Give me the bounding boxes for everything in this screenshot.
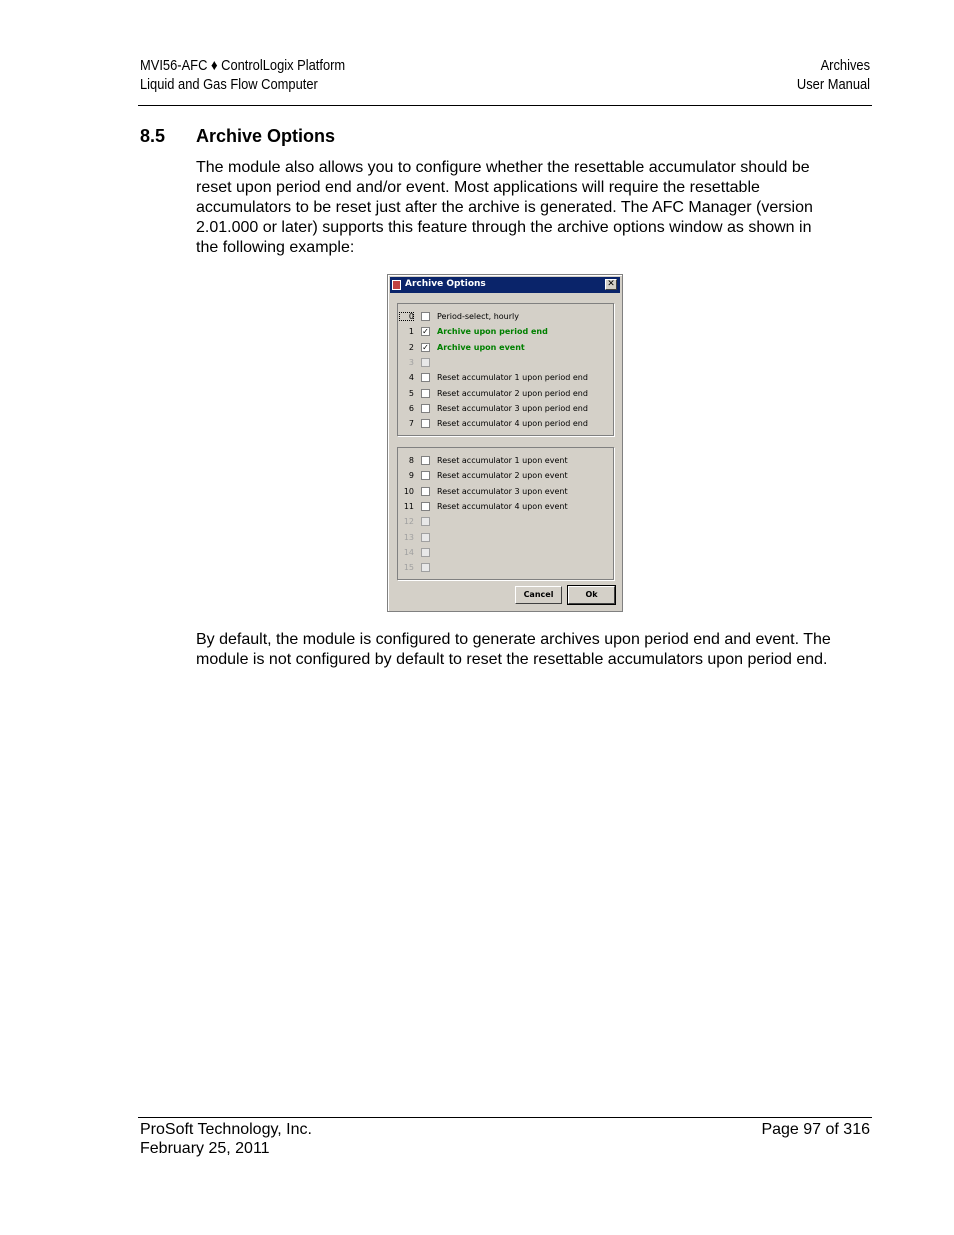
option-row-1[interactable]	[398, 325, 613, 339]
option-row-12	[398, 515, 613, 529]
option-bit-number: 4	[408, 373, 414, 383]
checkbox-checked[interactable]: ✓	[422, 327, 429, 337]
checkbox[interactable]	[421, 419, 430, 428]
option-bit-number: 14	[403, 547, 414, 557]
checkbox	[421, 517, 430, 526]
intro-paragraph: The module also allows you to configure whether the resettable accumulator should be reset upon period end and/or event. Most applications will require the resettable accumulators to be reset just after the archive is generated. The AFC Manager (version 2.01.000 or later) supports this feature through the archive options window as shown in the following example:	[196, 159, 813, 256]
option-bit-number: 11	[403, 501, 414, 511]
dialog-title: Archive Options	[405, 279, 486, 289]
footer-left	[140, 1120, 312, 1158]
footer-rule	[138, 1117, 872, 1118]
option-row-8[interactable]	[398, 454, 613, 468]
checkbox	[421, 358, 430, 367]
option-row-4[interactable]	[398, 371, 613, 385]
option-row-7[interactable]	[398, 417, 613, 431]
checkbox	[421, 533, 430, 542]
footer-company: ProSoft Technology, Inc.	[140, 1121, 312, 1138]
checkbox	[421, 548, 430, 557]
option-row-15	[398, 561, 613, 575]
option-row-0[interactable]	[398, 310, 613, 324]
option-bit-number: 7	[408, 419, 414, 429]
option-label: Reset accumulator 2 upon event	[437, 471, 568, 481]
option-row-2[interactable]	[398, 341, 613, 355]
option-row-14	[398, 546, 613, 560]
checkbox[interactable]	[421, 487, 430, 496]
option-bit-number: 12	[403, 517, 414, 527]
option-bit-number: 1	[408, 327, 414, 337]
archive-options-dialog	[387, 274, 623, 612]
header-left	[140, 56, 345, 94]
checkbox[interactable]	[421, 373, 430, 382]
outro-paragraph: By default, the module is configured to generate archives upon period end and event. The module is not configured by default to reset the resettable accumulators upon period end.	[196, 631, 831, 668]
checkbox-checked[interactable]: ✓	[422, 342, 429, 352]
option-row-10[interactable]	[398, 485, 613, 499]
section-number: 8.5	[140, 126, 166, 146]
option-row-5[interactable]	[398, 387, 613, 401]
option-label: Reset accumulator 1 upon period end	[437, 373, 588, 383]
header-doc-type: User Manual	[796, 76, 870, 93]
checkbox[interactable]	[421, 404, 430, 413]
header-subtitle: Liquid and Gas Flow Computer	[140, 76, 318, 93]
option-bit-number: 13	[403, 532, 414, 542]
option-bit-number: 15	[403, 563, 414, 573]
option-bit-number: 0	[399, 312, 414, 321]
option-label: Archive upon period end	[437, 327, 548, 337]
footer-page-number: Page 97 of 316	[761, 1121, 870, 1138]
checkbox[interactable]	[421, 502, 430, 511]
option-bit-number: 3	[408, 357, 414, 367]
option-bit-number: 10	[403, 486, 414, 496]
option-bit-number: 6	[408, 403, 414, 413]
checkbox	[421, 563, 430, 572]
option-row-6[interactable]	[398, 402, 613, 416]
checkbox[interactable]	[421, 456, 430, 465]
option-row-13	[398, 531, 613, 545]
checkbox[interactable]	[421, 389, 430, 398]
options-group-1	[397, 303, 614, 436]
checkbox[interactable]	[421, 471, 430, 480]
option-label: Archive upon event	[437, 342, 525, 352]
option-label: Reset accumulator 3 upon event	[437, 486, 568, 496]
option-label: Reset accumulator 1 upon event	[437, 456, 568, 465]
option-label: Period-select, hourly	[437, 312, 519, 321]
option-label: Reset accumulator 4 upon period end	[437, 419, 588, 429]
header-rule	[138, 105, 872, 106]
ok-button[interactable]: Ok	[568, 586, 615, 604]
option-label: Reset accumulator 3 upon period end	[437, 403, 588, 413]
option-bit-number: 2	[408, 342, 414, 352]
header-right	[797, 56, 870, 94]
close-icon[interactable]: ✕	[605, 279, 617, 290]
option-label: Reset accumulator 2 upon period end	[437, 388, 588, 398]
option-row-9[interactable]	[398, 469, 613, 483]
checkbox[interactable]	[421, 312, 430, 321]
option-bit-number: 9	[408, 471, 414, 481]
option-row-3	[398, 356, 613, 370]
dialog-title-bar	[390, 277, 620, 293]
option-label: Reset accumulator 4 upon event	[437, 501, 568, 511]
option-bit-number: 8	[408, 456, 414, 465]
cancel-button[interactable]: Cancel	[515, 586, 562, 604]
header-chapter: Archives	[820, 57, 870, 74]
section-title: Archive Options	[196, 126, 336, 146]
app-icon	[392, 280, 401, 290]
footer-date: February 25, 2011	[140, 1140, 270, 1157]
option-row-11[interactable]	[398, 500, 613, 514]
option-bit-number: 5	[408, 388, 414, 398]
header-product: MVI56-AFC ♦ ControlLogix Platform	[140, 57, 346, 74]
options-group-2	[397, 447, 614, 580]
